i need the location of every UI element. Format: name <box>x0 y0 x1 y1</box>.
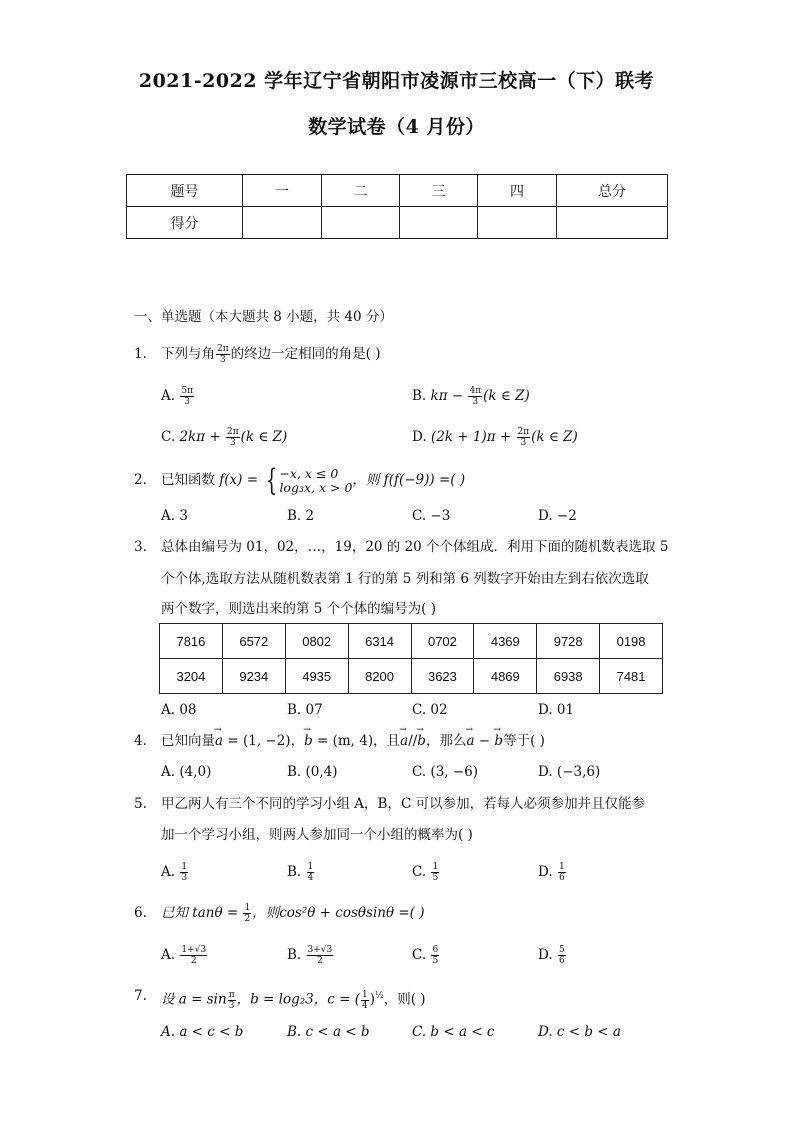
q2-option-b[interactable]: B. 2 <box>287 508 315 524</box>
q3-option-b[interactable]: B. 07 <box>287 702 323 718</box>
fraction <box>431 945 439 966</box>
score-cell[interactable] <box>557 207 668 239</box>
q3-option-c[interactable]: C. 02 <box>412 702 448 718</box>
denominator: 2 <box>190 956 197 966</box>
table-cell: 4935 <box>285 659 348 694</box>
q2-option-d[interactable]: D. −2 <box>538 508 577 524</box>
fraction <box>180 386 194 407</box>
q6-option-b[interactable] <box>287 945 334 966</box>
option-label: B. <box>287 864 302 880</box>
fraction <box>307 945 334 966</box>
random-number-table <box>159 623 663 694</box>
table-cell: 3204 <box>160 659 223 694</box>
numerator: 1+√3 <box>181 945 207 955</box>
fraction <box>558 862 566 883</box>
numerator: 3+√3 <box>307 945 333 955</box>
option-text: (k ∈ Z) <box>240 429 288 445</box>
q1-option-c[interactable] <box>161 427 287 448</box>
q4-option-d[interactable]: D. (−3,6) <box>538 764 601 780</box>
denominator: 3 <box>219 355 226 365</box>
fraction <box>216 344 230 365</box>
stem-text: 设 a = sin <box>161 991 227 1008</box>
question-3-line1: 总体由编号为 01，02，…，19，20 的 20 个个体组成．利用下面的随机数表选取 5 <box>161 539 669 555</box>
q6-option-a[interactable] <box>161 945 208 966</box>
q7-option-a[interactable]: A. a < c < b <box>161 1024 244 1040</box>
stem-text: − <box>474 733 495 749</box>
score-row-label: 得分 <box>127 207 243 239</box>
q2-option-a[interactable]: A. 3 <box>161 508 188 524</box>
vector-a: → a <box>215 731 223 751</box>
table-cell: 0702 <box>411 624 474 659</box>
table-cell: 9234 <box>222 659 285 694</box>
fraction <box>243 903 251 924</box>
table-row <box>160 659 663 694</box>
section-heading: 一、单选题（本大题共 8 小题，共 40 分） <box>134 309 393 325</box>
stem-text: 等于( ) <box>503 733 545 749</box>
table-cell: 6314 <box>348 624 411 659</box>
score-cell[interactable] <box>243 207 322 239</box>
option-label: D. <box>538 864 553 880</box>
fraction <box>431 862 439 883</box>
denominator: 3 <box>229 438 236 448</box>
numerator: 5π <box>181 386 193 396</box>
q5-option-c[interactable] <box>412 862 440 883</box>
score-header-cell: 四 <box>478 175 557 207</box>
option-text: 2kπ + <box>179 429 225 445</box>
q4-option-a[interactable]: A. (4,0) <box>161 764 212 780</box>
brace-icon: { <box>266 462 278 498</box>
score-header-cell: 二 <box>322 175 400 207</box>
fraction <box>180 945 207 966</box>
score-header-cell: 三 <box>400 175 478 207</box>
score-table <box>126 174 668 239</box>
question-number: 4. <box>134 733 147 749</box>
q6-option-d[interactable] <box>538 945 567 966</box>
q7-option-b[interactable]: B. c < a < b <box>287 1024 370 1040</box>
denominator: 4 <box>361 1000 368 1011</box>
numerator: 1 <box>307 862 314 872</box>
score-cell[interactable] <box>400 207 478 239</box>
denominator: 3 <box>181 873 188 883</box>
exponent: ½ <box>374 991 384 1001</box>
question-3-line3: 两个数字，则选出来的第 5 个个体的编号为( ) <box>161 601 436 617</box>
question-6-stem <box>161 903 425 924</box>
q5-option-b[interactable] <box>287 862 315 883</box>
exam-title-line1: 2021-2022 学年辽宁省朝阳市凌源市三校高一（下）联考 <box>138 70 655 92</box>
q3-option-a[interactable]: A. 08 <box>161 702 197 718</box>
vector-b: → b <box>304 731 313 751</box>
option-label: D. <box>412 429 427 445</box>
numerator: 1 <box>361 989 368 1000</box>
stem-text: 已知 tanθ = <box>161 905 243 921</box>
denominator: 3 <box>184 397 191 407</box>
denominator: 6 <box>558 956 565 966</box>
numerator: 6 <box>432 945 439 955</box>
denominator: 4 <box>307 873 314 883</box>
table-cell: 9728 <box>537 624 600 659</box>
stem-text: = (m, 4)，且 <box>312 733 401 749</box>
stem-text: 已知向量 <box>161 733 215 749</box>
denominator: 3 <box>472 397 479 407</box>
numerator: 4π <box>469 386 482 396</box>
fraction <box>307 862 315 883</box>
denominator: 6 <box>558 873 565 883</box>
question-5-line2: 加一个学习小组，则两人参加同一个小组的概率为( ) <box>161 827 473 843</box>
q6-option-c[interactable] <box>412 945 440 966</box>
table-cell: 0802 <box>285 624 348 659</box>
case-line: log₃x, x > 0 <box>279 479 353 495</box>
numerator: 2π <box>217 344 229 354</box>
stem-text: ，则cos²θ + cosθsinθ =( ) <box>252 905 425 921</box>
denominator: 2 <box>317 956 323 966</box>
denominator: 5 <box>432 873 439 883</box>
option-label: D. <box>538 947 553 963</box>
numerator: 1 <box>244 903 251 913</box>
table-cell: 6938 <box>537 659 600 694</box>
fraction <box>468 386 482 407</box>
stem-text: // <box>408 733 418 749</box>
table-cell: 6572 <box>222 624 285 659</box>
q2-option-c[interactable]: C. −3 <box>412 508 451 524</box>
denominator: 5 <box>432 956 439 966</box>
numerator: 2π <box>517 427 530 437</box>
table-cell: 7481 <box>600 659 663 694</box>
option-label: A. <box>161 864 176 880</box>
q7-option-c[interactable]: C. b < a < c <box>412 1024 495 1040</box>
numerator: 1 <box>558 862 565 872</box>
numerator: 1 <box>432 862 439 872</box>
table-row <box>160 624 663 659</box>
question-3-line2: 个个体,选取方法从随机数表第 1 行的第 5 列和第 6 列数字开始由左到右依次选取 <box>161 571 649 587</box>
question-number: 3. <box>134 539 147 555</box>
table-cell: 7816 <box>160 624 223 659</box>
numerator: 5 <box>558 945 565 955</box>
option-text: (2k + 1)π + <box>430 429 516 445</box>
stem-text: 已知函数 <box>161 472 220 488</box>
question-number: 1. <box>134 346 147 362</box>
fraction <box>558 945 566 966</box>
case-line: −x, x ≤ 0 <box>279 465 339 481</box>
numerator: π <box>228 989 235 1000</box>
option-text: (k ∈ Z) <box>531 429 578 445</box>
q5-option-d[interactable] <box>538 862 567 883</box>
q4-option-c[interactable]: C. (3, −6) <box>412 764 479 780</box>
score-cell[interactable] <box>478 207 557 239</box>
q1-option-b[interactable] <box>412 386 530 407</box>
stem-text: ，那么 <box>425 733 467 749</box>
question-5-line1: 甲乙两人有三个不同的学习小组 A，B，C 可以参加，若每人必须参加并且仅能参 <box>161 796 646 812</box>
function-label: f(x) = <box>219 472 263 488</box>
option-label: C. <box>161 429 176 445</box>
fraction <box>517 427 531 448</box>
question-number: 5. <box>134 796 147 812</box>
stem-text: ，则( ) <box>383 991 426 1008</box>
table-cell: 4869 <box>474 659 537 694</box>
q1-option-d[interactable] <box>412 427 578 448</box>
fraction <box>228 990 236 1011</box>
score-cell[interactable] <box>322 207 400 239</box>
fraction <box>226 427 240 448</box>
question-1-stem <box>161 344 380 365</box>
q3-option-d[interactable]: D. 01 <box>538 702 575 718</box>
q4-option-b[interactable]: B. (0,4) <box>287 764 338 780</box>
stem-text: 的终边一定相同的角是( ) <box>230 346 381 362</box>
stem-text: ) <box>369 991 375 1008</box>
stem-text: 下列与角 <box>161 346 215 362</box>
option-text: kπ − <box>430 388 468 404</box>
stem-text: ，则 f(f(−9)) =( ) <box>352 472 466 488</box>
stem-text: ，b = log₂3，c = ( <box>236 991 360 1008</box>
question-number: 6. <box>134 905 147 921</box>
option-text: (k ∈ Z) <box>483 388 530 404</box>
option-label: B. <box>287 947 302 963</box>
option-label: A. <box>161 947 176 963</box>
option-label: C. <box>412 947 427 963</box>
option-label: B. <box>412 388 427 404</box>
numerator: 2π <box>226 427 239 437</box>
q7-option-d[interactable]: D. c < b < a <box>538 1024 621 1040</box>
vector-b: → b <box>417 731 426 751</box>
numerator: 1 <box>181 862 188 872</box>
table-cell: 3623 <box>411 659 474 694</box>
score-header-cell: 总分 <box>557 175 668 207</box>
piecewise-system <box>262 462 353 498</box>
fraction <box>180 862 188 883</box>
question-7-stem <box>161 986 426 1011</box>
score-header-cell: 题号 <box>127 175 243 207</box>
table-cell: 4369 <box>474 624 537 659</box>
question-number: 2. <box>134 472 147 488</box>
question-4-stem <box>161 731 545 751</box>
denominator: 3 <box>228 1000 235 1011</box>
option-label: C. <box>412 864 427 880</box>
q5-option-a[interactable] <box>161 862 189 883</box>
denominator: 2 <box>244 914 251 924</box>
table-cell: 8200 <box>348 659 411 694</box>
question-number: 7. <box>134 988 147 1004</box>
vector-a: → a <box>466 731 474 751</box>
fraction <box>361 990 369 1011</box>
q1-option-a[interactable] <box>161 386 195 407</box>
denominator: 3 <box>520 438 527 448</box>
option-label: A. <box>161 388 176 404</box>
vector-b: → b <box>494 731 503 751</box>
question-2-stem <box>161 463 465 497</box>
stem-text: = (1, −2)， <box>223 733 305 749</box>
vector-a: → a <box>400 731 408 751</box>
table-cell: 0198 <box>600 624 663 659</box>
score-header-cell: 一 <box>243 175 322 207</box>
exam-title-line2: 数学试卷（4 月份） <box>308 116 485 138</box>
